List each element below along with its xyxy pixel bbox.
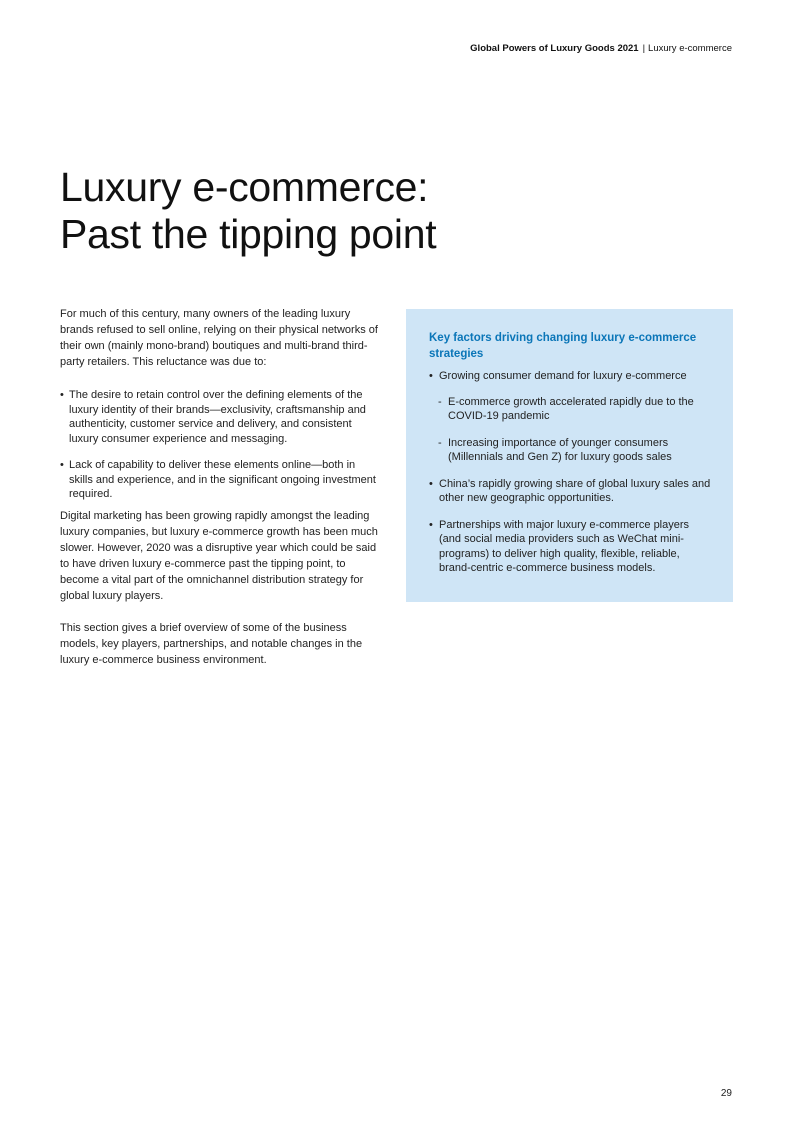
list-item-text: Partnerships with major luxury e-commerce players (and social media providers such as WeChat mini-programs) to deliver high quality, flexible, reliable, brand-centric e-commerce business models. — [439, 518, 690, 574]
dash-marker: - — [438, 436, 442, 449]
list-item-text: China’s rapidly growing share of global luxury sales and other new geographic opportunities. — [439, 477, 711, 504]
list-item-text: Increasing importance of younger consumers (Millennials and Gen Z) for luxury goods sales — [448, 436, 672, 463]
body-text-column — [60, 306, 382, 668]
page-number: 29 — [720, 1088, 732, 1099]
list-item-text: E-commerce growth accelerated rapidly due to the COVID-19 pandemic — [448, 395, 694, 422]
header-separator: | — [642, 43, 646, 54]
bullet-marker: • — [60, 389, 64, 401]
reluctance-reasons-list — [60, 388, 382, 502]
section-name: Luxury e-commerce — [648, 43, 732, 54]
intro-paragraph: For much of this century, many owners of the leading luxury brands refused to sell online, relying on their physical networks of their own (mainly mono-brand) boutiques and multi-brand third-party retailers. This reluctance was due to: — [60, 308, 378, 368]
sub-list-item — [438, 395, 713, 424]
page-title-line-1: Luxury e-commerce: — [60, 164, 429, 210]
section-overview-paragraph: This section gives a brief overview of some of the business models, key players, partnerships, and notable changes in the luxury e-commerce business environment. — [60, 621, 363, 666]
list-item — [429, 477, 713, 506]
digital-marketing-paragraph: Digital marketing has been growing rapidly amongst the leading luxury companies, but luxury e-commerce growth has been much slower. However, 2020 was a disruptive year which could be said to have driven luxury e-commerce past the tipping point, to become a vital part of the omnichannel distribution strategy for global luxury players. — [60, 509, 378, 602]
key-factors-title: Key factors driving changing luxury e-commerce strategies — [429, 332, 697, 360]
dash-marker: - — [438, 395, 442, 408]
sub-list-item — [438, 436, 713, 465]
page-title-line-2: Past the tipping point — [60, 211, 437, 257]
list-item — [429, 369, 713, 384]
bullet-marker: • — [429, 518, 433, 531]
running-header — [470, 43, 732, 54]
bullet-marker: • — [429, 370, 433, 382]
key-factors-box — [406, 309, 733, 602]
list-item — [60, 458, 382, 502]
page-title — [60, 164, 436, 258]
report-title: Global Powers of Luxury Goods 2021 — [470, 43, 639, 54]
list-item-text: Lack of capability to deliver these elements online—both in skills and experience, and in the significant ongoing investment required. — [69, 459, 376, 500]
list-item-text: The desire to retain control over the defining elements of the luxury identity of their brands—exclusivity, craftsmanship and authenticity, customer service and delivery, and consistent luxury consumer experience and messaging. — [69, 389, 366, 445]
bullet-marker: • — [429, 477, 433, 490]
list-item-text: Growing consumer demand for luxury e-commerce — [439, 370, 687, 382]
key-factors-list — [429, 369, 713, 576]
list-item — [60, 388, 382, 446]
bullet-marker: • — [60, 459, 64, 471]
list-item — [429, 518, 713, 576]
